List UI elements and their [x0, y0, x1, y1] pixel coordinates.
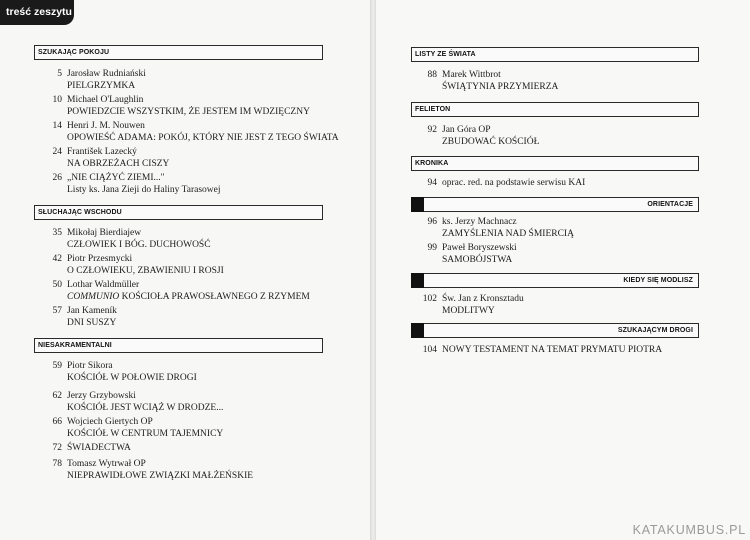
- section-header-niesakramentalni: NIESAKRAMENTALNI: [34, 338, 323, 353]
- entry-author: Piotr Przesmycki: [67, 254, 133, 264]
- toc-entry-42[interactable]: [52, 254, 224, 277]
- entry-title: NOWY TESTAMENT NA TEMAT PRYMATU PIOTRA: [442, 345, 663, 355]
- entry-author: Paweł Boryszewski: [442, 243, 517, 253]
- entry-title: MODLITWY: [442, 305, 495, 316]
- page-number: 94: [427, 178, 437, 188]
- entry-author: Lothar Waldmüller: [67, 280, 140, 290]
- page-number: 88: [427, 70, 437, 80]
- entry-title: SAMOBÓJSTWA: [442, 254, 513, 265]
- toc-entry-62[interactable]: [52, 391, 224, 414]
- toc-entry-104[interactable]: [422, 345, 663, 357]
- entry-title: ŚWIADECTWA: [67, 443, 131, 453]
- entry-author: Jan Kameník: [67, 306, 117, 316]
- page-number: 78: [52, 459, 62, 469]
- page-number: 14: [52, 121, 62, 131]
- section-header-szukajacym-drogi: [411, 323, 699, 338]
- left-page: [0, 0, 370, 540]
- entry-title-rest: KOŚCIOŁA PRAWOSŁAWNEGO Z RZYMEM: [119, 291, 310, 302]
- section-header-kiedy-sie-modlisz: [411, 273, 699, 288]
- page-number: 24: [52, 147, 62, 157]
- toc-entry-35[interactable]: [52, 228, 211, 251]
- page-number: 57: [52, 306, 62, 316]
- entry-author: Jarosław Rudniański: [67, 69, 146, 79]
- toc-entry-5[interactable]: [57, 69, 146, 92]
- site-watermark: KATAKUMBUS.PL: [632, 523, 746, 537]
- page-number: 66: [52, 417, 62, 427]
- page-number: 26: [52, 173, 62, 183]
- entry-author: Św. Jan z Kronsztadu: [442, 294, 524, 304]
- page-number: 102: [422, 294, 437, 304]
- toc-entry-78[interactable]: [52, 459, 254, 482]
- page-number: 35: [52, 228, 62, 238]
- entry-title: „NIE CIĄŻYĆ ZIEMI...": [67, 173, 165, 183]
- entry-author: ks. Jerzy Machnacz: [442, 217, 517, 227]
- page-number: 104: [422, 345, 437, 355]
- entry-author: František Lazecký: [67, 147, 137, 157]
- toc-entry-57[interactable]: [52, 306, 117, 329]
- entry-title: CZŁOWIEK I BÓG. DUCHOWOŚĆ: [67, 239, 211, 250]
- toc-entry-50[interactable]: [52, 280, 310, 303]
- entry-title: oprac. red. na podstawie serwisu KAI: [442, 178, 586, 188]
- toc-entry-96[interactable]: [427, 217, 574, 240]
- section-header-szukajac-pokoju: SZUKAJĄC POKOJU: [34, 45, 323, 60]
- page-number: 5: [57, 69, 62, 79]
- entry-title-italic: COMMUNIO: [67, 291, 120, 302]
- entry-author: Mikołaj Bierdiajew: [67, 228, 142, 238]
- toc-entry-102[interactable]: [422, 294, 524, 317]
- section-header-listy-ze-swiata: LISTY ZE ŚWIATA: [411, 47, 699, 62]
- page-number: 99: [427, 243, 437, 253]
- right-page: [376, 0, 750, 540]
- page-number: 10: [52, 95, 62, 105]
- entry-author: Marek Wittbrot: [442, 70, 501, 80]
- toc-entry-72[interactable]: [52, 443, 131, 455]
- entry-title: DNI SUSZY: [67, 317, 117, 328]
- toc-entry-59[interactable]: [52, 361, 197, 384]
- toc-entry-24[interactable]: [52, 147, 170, 170]
- entry-title: [67, 292, 310, 304]
- entry-author: Tomasz Wytrwał OP: [67, 459, 146, 469]
- toc-entry-66[interactable]: [52, 417, 224, 440]
- section-label: KIEDY SIĘ MODLISZ: [623, 277, 693, 284]
- section-label: SZUKAJĄCYM DROGI: [617, 327, 693, 334]
- toc-entry-99[interactable]: [427, 243, 517, 266]
- section-marker-block: [411, 273, 424, 288]
- entry-title: POWIEDZCIE WSZYSTKIM, ŻE JESTEM IM WDZIĘCZNY: [67, 106, 310, 117]
- toc-entry-10[interactable]: [52, 95, 310, 118]
- page-number: 96: [427, 217, 437, 227]
- entry-title: OPOWIEŚĆ ADAMA: POKÓJ, KTÓRY NIE JEST Z TEGO ŚWIATA: [67, 132, 339, 143]
- toc-entry-26[interactable]: [52, 173, 221, 196]
- toc-entry-92[interactable]: [427, 125, 540, 148]
- entry-title: KOŚCIÓŁ W POŁOWIE DROGI: [67, 372, 197, 383]
- entry-title: NIEPRAWIDŁOWE ZWIĄZKI MAŁŻEŃSKIE: [67, 470, 254, 481]
- section-marker-block: [411, 197, 424, 212]
- page-number: 59: [52, 361, 62, 371]
- section-header-felieton: FELIETON: [411, 102, 699, 117]
- toc-entry-14[interactable]: [52, 121, 339, 144]
- section-header-orientacje: [411, 197, 699, 212]
- entry-title: ZAMYŚLENIA NAD ŚMIERCIĄ: [442, 228, 574, 239]
- section-marker-block: [411, 323, 424, 338]
- contents-tab: treść zeszytu: [0, 0, 74, 25]
- entry-title: ZBUDOWAĆ KOŚCIÓŁ: [442, 136, 540, 147]
- entry-title: NA OBRZEŻACH CISZY: [67, 158, 170, 169]
- entry-author: Piotr Sikora: [67, 361, 113, 371]
- entry-title: KOŚCIÓŁ W CENTRUM TAJEMNICY: [67, 428, 224, 439]
- entry-author: Jerzy Grzybowski: [67, 391, 136, 401]
- entry-title: PIELGRZYMKA: [67, 80, 136, 91]
- entry-subtitle: Listy ks. Jana Zieji do Haliny Tarasowej: [67, 184, 221, 195]
- section-header-kronika: KRONIKA: [411, 156, 699, 171]
- entry-author: Henri J. M. Nouwen: [67, 121, 145, 131]
- section-header-sluchajac-wschodu: SŁUCHAJĄC WSCHODU: [34, 205, 323, 220]
- entry-author: Michael O'Laughlin: [67, 95, 144, 105]
- page-number: 72: [52, 443, 62, 453]
- page-number: 92: [427, 125, 437, 135]
- page-number: 42: [52, 254, 62, 264]
- toc-entry-88[interactable]: [427, 70, 559, 93]
- toc-entry-94[interactable]: [427, 178, 586, 190]
- entry-title: KOŚCIÓŁ JEST WCIĄŻ W DRODZE...: [67, 402, 224, 413]
- entry-title: O CZŁOWIEKU, ZBAWIENIU I ROSJI: [67, 265, 224, 276]
- section-label: ORIENTACJE: [647, 201, 693, 208]
- page-number: 50: [52, 280, 62, 290]
- entry-author: Jan Góra OP: [442, 125, 491, 135]
- entry-title: ŚWIĄTYNIA PRZYMIERZA: [442, 81, 559, 92]
- entry-author: Wojciech Giertych OP: [67, 417, 153, 427]
- page-number: 62: [52, 391, 62, 401]
